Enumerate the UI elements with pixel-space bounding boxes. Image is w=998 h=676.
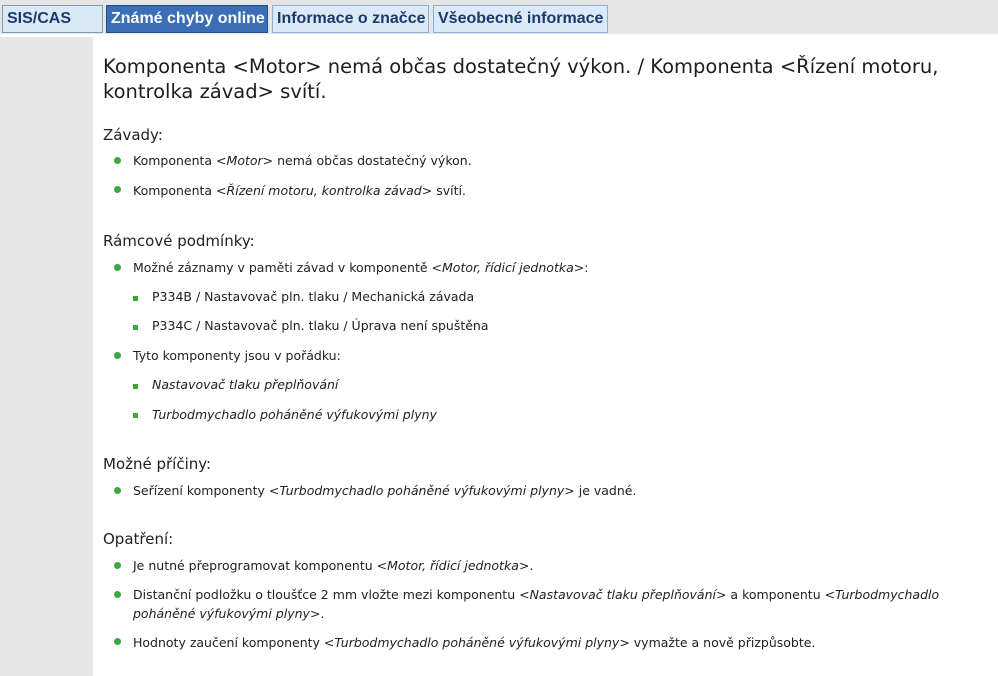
list-item: Tyto komponenty jsou v pořádku: <box>133 348 341 363</box>
left-sidebar <box>0 37 93 676</box>
heading-opatreni: Opatření: <box>103 530 174 548</box>
bullet-icon <box>114 352 121 359</box>
tab-vseobecne-informace[interactable]: Všeobecné informace <box>433 5 608 33</box>
bullet-icon <box>114 562 121 569</box>
sub-bullet-icon <box>133 384 138 389</box>
list-item: Hodnoty zaučení komponenty <Turbodmychadlo poháněné výfukovými plyny> vymažte a nově přizpůsobte. <box>133 635 816 650</box>
tab-informace-o-znacce[interactable]: Informace o značce <box>272 5 429 33</box>
list-item: Turbodmychadlo poháněné výfukovými plyny <box>152 407 437 422</box>
bullet-icon <box>114 186 121 193</box>
list-item: Seřízení komponenty <Turbodmychadlo poháněné výfukovými plyny> je vadné. <box>133 483 637 498</box>
heading-ramcove-podminky: Rámcové podmínky: <box>103 232 255 250</box>
tab-zname-chyby-online[interactable]: Známé chyby online <box>106 5 268 33</box>
bullet-icon <box>114 264 121 271</box>
page-title <box>103 54 983 104</box>
bullet-icon <box>114 157 121 164</box>
list-item: Nastavovač tlaku přeplňování <box>152 377 339 392</box>
sub-bullet-icon <box>133 296 138 301</box>
title-line-2: kontrolka závad> svítí. <box>103 80 327 103</box>
sub-bullet-icon <box>133 325 138 330</box>
list-item: Možné záznamy v paměti závad v komponentě <Motor, řídicí jednotka>: <box>133 260 589 275</box>
heading-mozne-priciny: Možné příčiny: <box>103 455 212 473</box>
list-item: Komponenta <Řízení motoru, kontrolka závad> svítí. <box>133 183 466 198</box>
list-item: P334C / Nastavovač pln. tlaku / Úprava není spuštěna <box>152 318 489 333</box>
list-item: Komponenta <Motor> nemá občas dostatečný výkon. <box>133 153 472 168</box>
bullet-icon <box>114 591 121 598</box>
bullet-icon <box>114 487 121 494</box>
title-line-1: Komponenta <Motor> nemá občas dostatečný výkon. / Komponenta <Řízení motoru, <box>103 55 939 78</box>
list-item: P334B / Nastavovač pln. tlaku / Mechanická závada <box>152 289 475 304</box>
tab-sis-cas[interactable]: SIS/CAS <box>2 5 103 33</box>
sub-bullet-icon <box>133 413 138 418</box>
bullet-icon <box>114 638 121 645</box>
tab-bar <box>0 0 998 34</box>
list-item-continuation: poháněné výfukovými plyny>. <box>133 606 325 621</box>
list-item: Je nutné přeprogramovat komponentu <Motor, řídicí jednotka>. <box>133 558 534 573</box>
heading-zavady: Závady: <box>103 126 163 144</box>
list-item: Distanční podložku o tloušťce 2 mm vložte mezi komponentu <Nastavovač tlaku přeplňování> a komponentu <Turbodmychadlo <box>133 587 940 602</box>
